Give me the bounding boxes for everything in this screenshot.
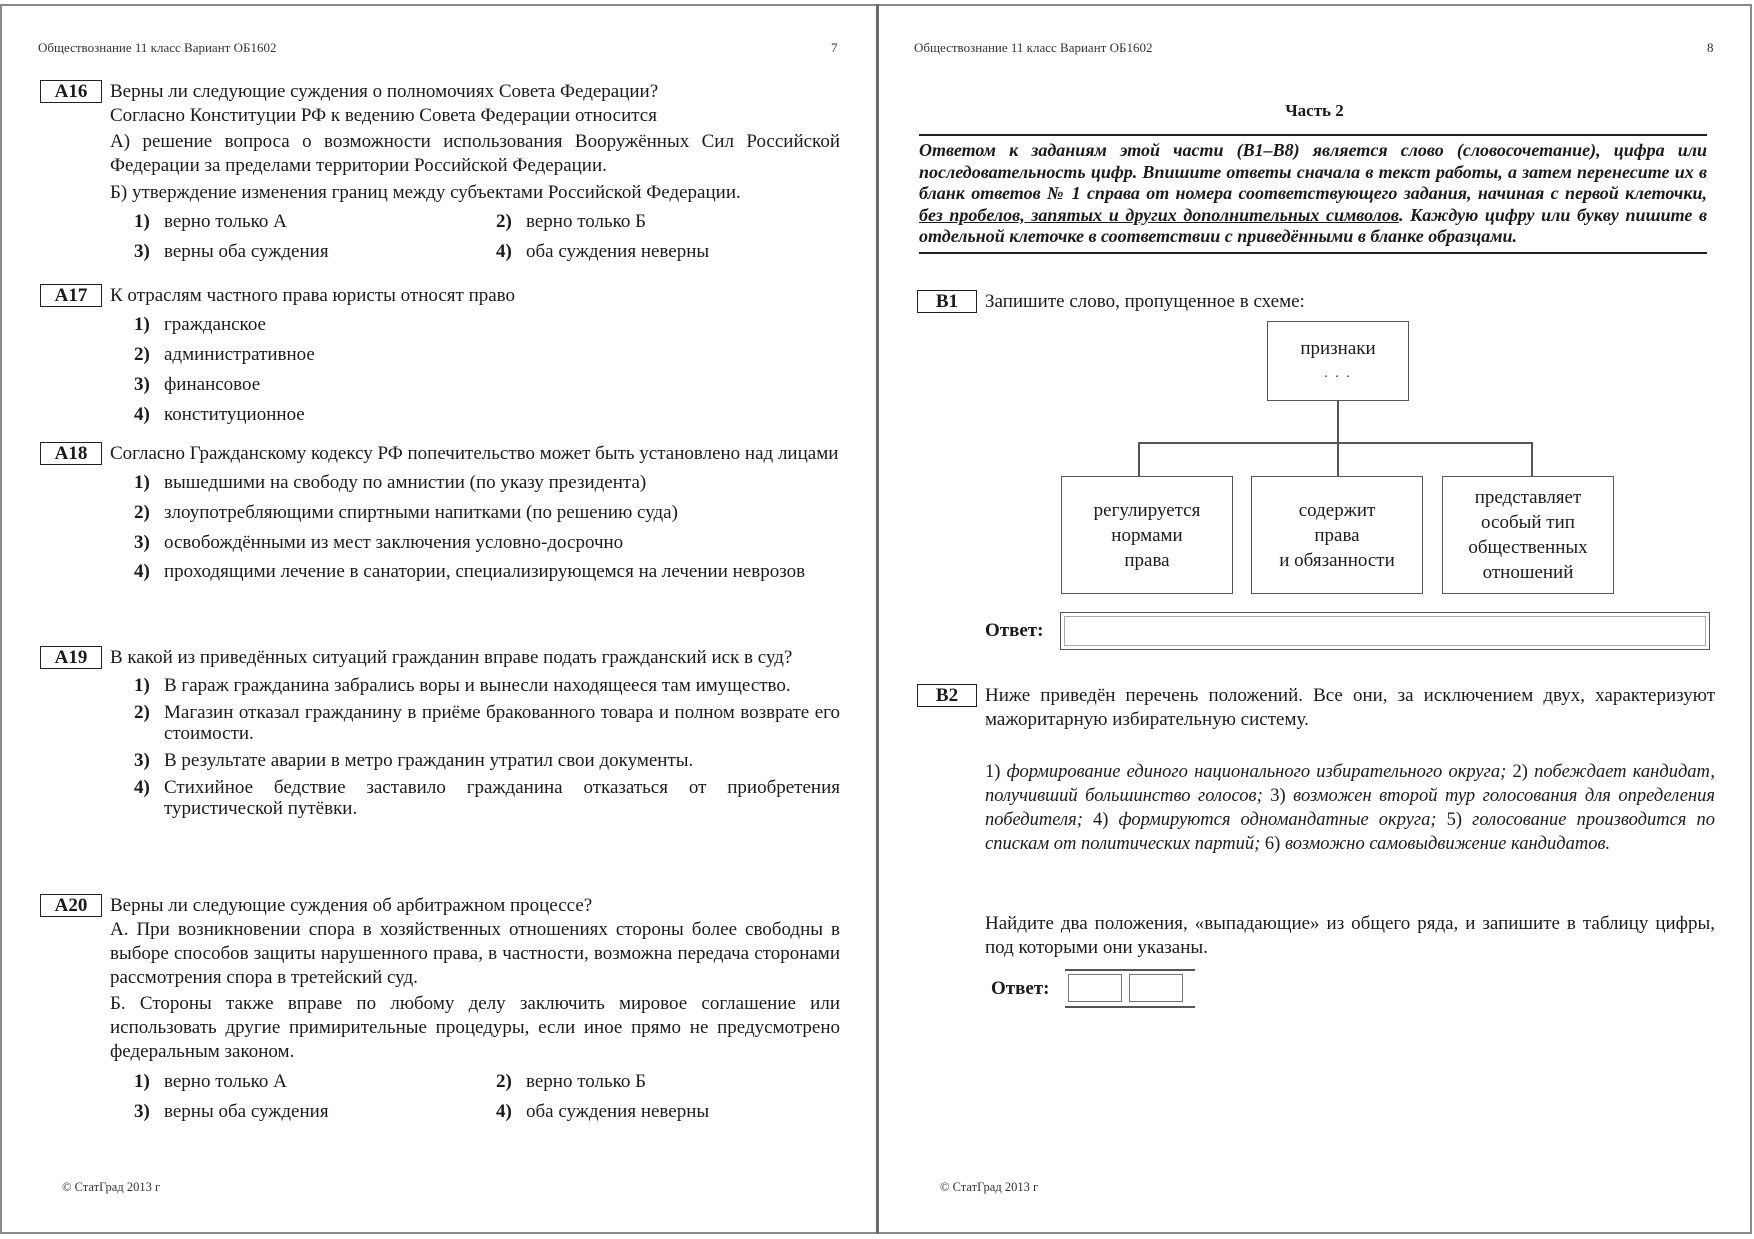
answer-option-1[interactable]: 1) вышедшими на свободу по амнистии (по указу президента): [134, 472, 647, 493]
answer-option-1[interactable]: 1) верно только А: [134, 1071, 287, 1092]
diagram-child-node: содержит права и обязанности: [1251, 476, 1423, 594]
answer-table-top: [1065, 969, 1195, 971]
answer-option-1[interactable]: 1) верно только А: [134, 211, 287, 232]
b2-instruction: Найдите два положения, «выпадающие» из общего ряда, и запишите в таблицу цифры, под которыми они указаны.: [985, 913, 1715, 958]
answer-table-bottom: [1065, 1006, 1195, 1008]
answer-option-4[interactable]: 4) оба суждения неверны: [496, 241, 710, 262]
task-label: A18: [40, 442, 102, 465]
b2-answer-cell-2[interactable]: [1129, 974, 1183, 1002]
answer-option-1[interactable]: 1) В гараж гражданина забрались воры и вынесли находящееся там имущество.: [134, 675, 791, 696]
copyright-footer: © СтатГрад 2013 г: [62, 1180, 161, 1194]
answer-option-2[interactable]: 2) злоупотребляющими спиртными напитками (по решению суда): [134, 502, 678, 523]
answer-option-3[interactable]: 3) освобождёнными из мест заключения условно-досрочно: [134, 532, 624, 553]
b2-positions-list: 1) формирование единого национального избирательного округа; 2) побеждает кандидат, получивший большинство голосов; 3) возможен второй тур голосования для определения победителя; 4) формируются одномандатные округа; 5) голосование производится по спискам от политических партий; 6) возможно самовыдвижение кандидатов.: [985, 762, 1716, 854]
task-label: A16: [40, 80, 102, 103]
b1-answer-field[interactable]: [1060, 612, 1710, 650]
answer-label: Ответ:: [991, 978, 1050, 999]
answer-option-1[interactable]: 1) гражданское: [134, 314, 266, 335]
task-question: В какой из приведённых ситуаций гражданин вправе подать гражданский иск в суд?: [110, 647, 793, 668]
part-instructions: Ответом к заданиям этой части (В1–В8) является слово (словосочетание), цифра или последовательность цифр. Впишите ответы сначала в текст работы, а затем перенесите их в бланк ответов № 1 справа от номера соответствующего задания, начиная с первой клеточки, без пробелов, запятых и других дополнительных символов. Каждую цифру или букву пишите в отдельной клеточке в соответствии с приведёнными в бланке образцами.: [919, 134, 1707, 254]
answer-option-2[interactable]: 2) Магазин отказал гражданину в приёме бракованного товара и полном возврате его стоимости.: [134, 702, 840, 744]
statement-b: Б. Стороны также вправе по любому делу заключить мировое соглашение или использовать другие примирительные процедуры, если иное прямо не предусмотрено федеральным законом.: [110, 993, 840, 1062]
answer-option-4[interactable]: 4) Стихийное бедствие заставило гражданина отказаться от приобретения туристической путёвки.: [134, 777, 840, 819]
statement-b: Б) утверждение изменения границ между субъектами Российской Федерации.: [110, 182, 741, 203]
page-7: [2, 6, 876, 1232]
answer-option-3[interactable]: 3) финансовое: [134, 374, 261, 395]
diagram-child-node: регулируется нормами права: [1061, 476, 1233, 594]
page-number: 7: [831, 40, 838, 55]
answer-label: Ответ:: [985, 620, 1044, 641]
task-label: B2: [917, 684, 977, 707]
b2-answer-cell-1[interactable]: [1068, 974, 1122, 1002]
connector-line: [1138, 442, 1532, 444]
task-question: Ниже приведён перечень положений. Все они, за исключением двух, характеризуют мажоритарную избирательную систему.: [985, 685, 1715, 730]
missing-word-placeholder: . . .: [1324, 366, 1352, 381]
statement-a: А) решение вопроса о возможности использования Вооружённых Сил Российской Федерации за пределами территории Российской Федерации.: [110, 131, 840, 176]
copyright-footer: © СтатГрад 2013 г: [940, 1180, 1039, 1194]
answer-option-2[interactable]: 2) верно только Б: [496, 211, 647, 232]
task-label: B1: [917, 290, 977, 313]
answer-option-2[interactable]: 2) верно только Б: [496, 1071, 647, 1092]
answer-option-3[interactable]: 3) верны оба суждения: [134, 1101, 329, 1122]
task-question: Верны ли следующие суждения об арбитражном процессе?: [110, 895, 593, 916]
task-label: A17: [40, 284, 102, 307]
answer-option-4[interactable]: 4) проходящими лечение в санатории, специализирующемся на лечении неврозов: [134, 561, 806, 582]
answer-option-2[interactable]: 2) административное: [134, 344, 315, 365]
task-question: К отраслям частного права юристы относят право: [110, 285, 516, 306]
diagram-child-node: представляет особый тип общественных отношений: [1442, 476, 1614, 594]
running-head: Обществознание 11 класс Вариант ОБ1602: [38, 40, 277, 55]
task-label: A19: [40, 646, 102, 669]
answer-option-3[interactable]: 3) В результате аварии в метро гражданин утратил свои документы.: [134, 750, 694, 771]
task-question: Запишите слово, пропущенное в схеме:: [985, 291, 1305, 312]
page-number: 8: [1707, 40, 1714, 55]
task-question: Верны ли следующие суждения о полномочиях Совета Федерации?: [110, 81, 659, 102]
running-head: Обществознание 11 класс Вариант ОБ1602: [914, 40, 1153, 55]
part-title: Часть 2: [1285, 101, 1344, 120]
page-8: [879, 6, 1750, 1232]
answer-option-3[interactable]: 3) верны оба суждения: [134, 241, 329, 262]
task-intro: Согласно Конституции РФ к ведению Совета Федерации относится: [110, 105, 657, 126]
answer-option-4[interactable]: 4) конституционное: [134, 404, 305, 425]
answer-option-4[interactable]: 4) оба суждения неверны: [496, 1101, 710, 1122]
task-question: Согласно Гражданскому кодексу РФ попечительство может быть установлено над лицами: [110, 443, 839, 464]
task-label: A20: [40, 894, 102, 917]
connector-line: [1337, 401, 1339, 476]
connector-line: [1531, 442, 1533, 476]
connector-line: [1138, 442, 1140, 476]
diagram-root-node: признаки . . .: [1267, 321, 1409, 401]
statement-a: А. При возникновении спора в хозяйственных отношениях стороны более свободны в выборе способов защиты нарушенного права, в частности, возможна передача сторонами рассмотрения спора в третейский суд.: [110, 919, 840, 988]
